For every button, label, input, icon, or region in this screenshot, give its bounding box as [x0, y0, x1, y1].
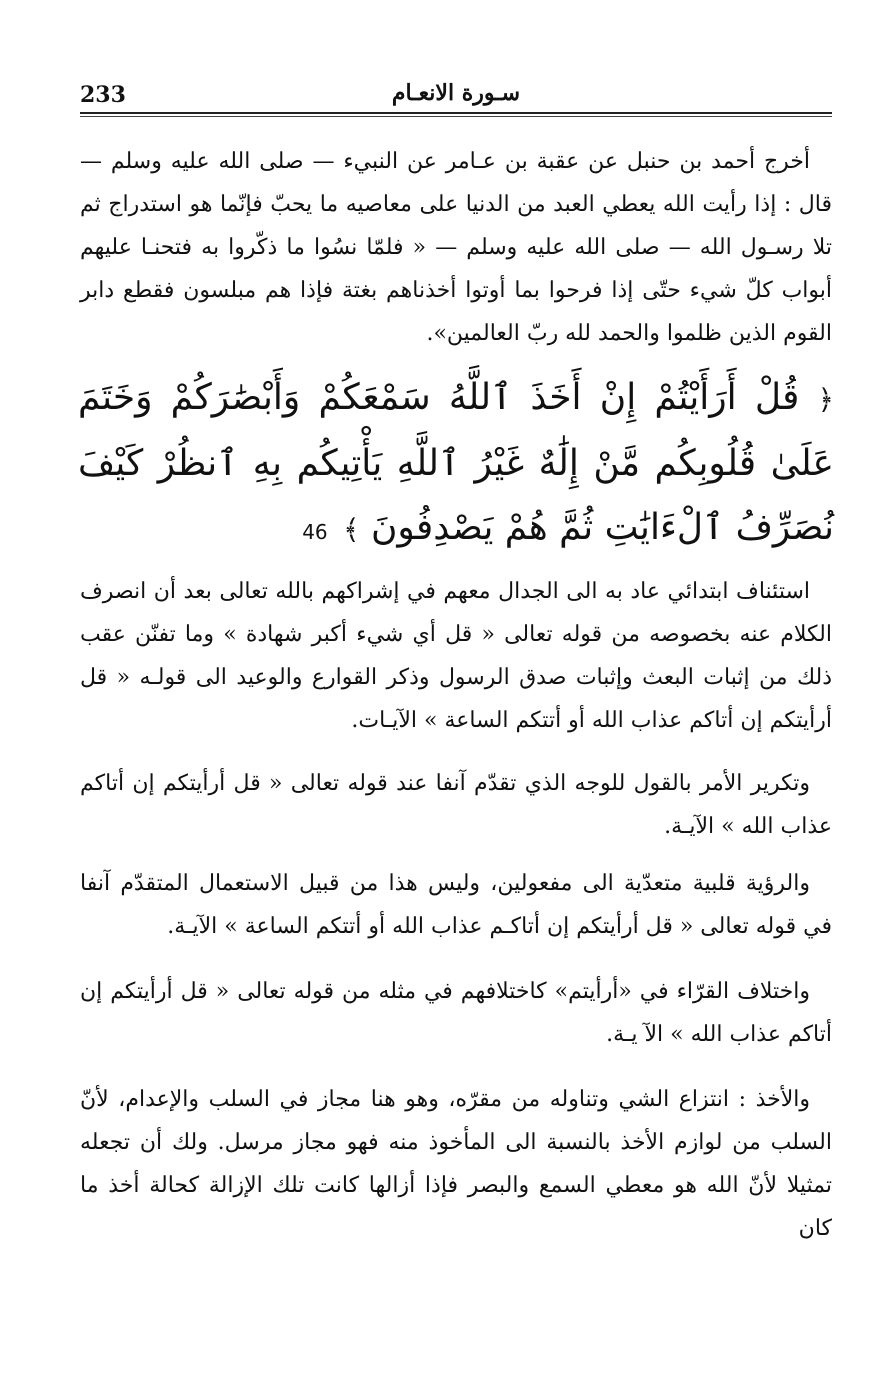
quran-verse	[78, 366, 834, 564]
verse-close-ornament: ﴾	[343, 513, 360, 546]
verse-number: 46	[302, 520, 328, 544]
page-header	[80, 78, 832, 112]
verse-open-ornament: ﴿	[817, 383, 834, 416]
paragraph-text: استئناف ابتدائي عاد به الى الجدال معهم في إشراكهم بالله تعالى بعد أن انصرف الكلام عنه بخصوصه من قوله تعالى « قل أي شيء أكبر شهادة » وما تفنّن عقب ذلك من إثبات البعث وإثبات صدق الرسول وذكر القوارع والوعيد الى قولـه « قل أرأيتكم إن أتاكم عذاب الله أو أتتكم الساعة » الآيـات.	[80, 579, 832, 733]
paragraph-text: وتكرير الأمر بالقول للوجه الذي تقدّم آنفا عند قوله تعالى « قل أرأيتكم إن أتاكم عذاب الله » الآيـة.	[80, 771, 832, 839]
page-number: 233	[80, 82, 126, 108]
header-rule	[80, 112, 832, 114]
header-rule-thin	[80, 116, 832, 117]
verse-text: قُلْ أَرَأَيْتُمْ إِنْ أَخَذَ ٱللَّهُ سَمْعَكُمْ وَأَبْصَٰرَكُمْ وَخَتَمَ عَلَىٰ قُلُوبِكُم مَّنْ إِلَٰهٌ غَيْرُ ٱللَّهِ يَأْتِيكُم بِهِ ٱنظُرْ كَيْفَ نُصَرِّفُ ٱلْءَايَٰتِ ثُمَّ هُمْ يَصْدِفُونَ	[78, 377, 834, 548]
paragraph-text: والأخذ : انتزاع الشي وتناوله من مقرّه، وهو هنا مجاز في السلب والإعدام، لأنّ السلب من لوازم الأخذ بالنسبة الى المأخوذ منه فهو مجاز مرسل. ولك أن تجعله تمثيلا لأنّ الله هو معطي السمع والبصر فإذا أزالها كانت تلك الإزالة كحالة أخذ ما كان	[80, 1087, 832, 1241]
running-title: سـورة الانعـام	[391, 80, 521, 106]
paragraph-istinaf	[80, 570, 832, 742]
paragraph-ruya	[80, 862, 832, 948]
paragraph-akhdh	[80, 1078, 832, 1250]
paragraph-hadith	[80, 140, 832, 355]
paragraph-text: أخرج أحمد بن حنبل عن عقبة بن عـامر عن النبيء — صلى الله عليه وسلم — قال : إذا رأيت الله يعطي العبد من الدنيا على معاصيه ما يحبّ فإنّما هو استدراج ثم تلا رسـول الله — صلى الله عليه وسلم — « فلمّا نسُوا ما ذكّروا به فتحنـا عليهم أبواب كلّ شيء حتّى إذا فرحوا بما أوتوا أخذناهم بغتة فإذا هم مبلسون فقطع دابر القوم الذين ظلموا والحمد لله ربّ العالمين».	[80, 149, 832, 346]
paragraph-text: واختلاف القرّاء في «أرأيتم» كاختلافهم في مثله من قوله تعالى « قل أرأيتكم إن أتاكم عذاب الله » الآ يـة.	[80, 979, 832, 1047]
paragraph-takrir	[80, 762, 832, 848]
paragraph-text: والرؤية قلبية متعدّية الى مفعولين، وليس هذا من قبيل الاستعمال المتقدّم آنفا في قوله تعالى « قل أرأيتكم إن أتاكـم عذاب الله أو أتتكم الساعة » الآيـة.	[80, 871, 832, 939]
paragraph-qurra	[80, 970, 832, 1056]
